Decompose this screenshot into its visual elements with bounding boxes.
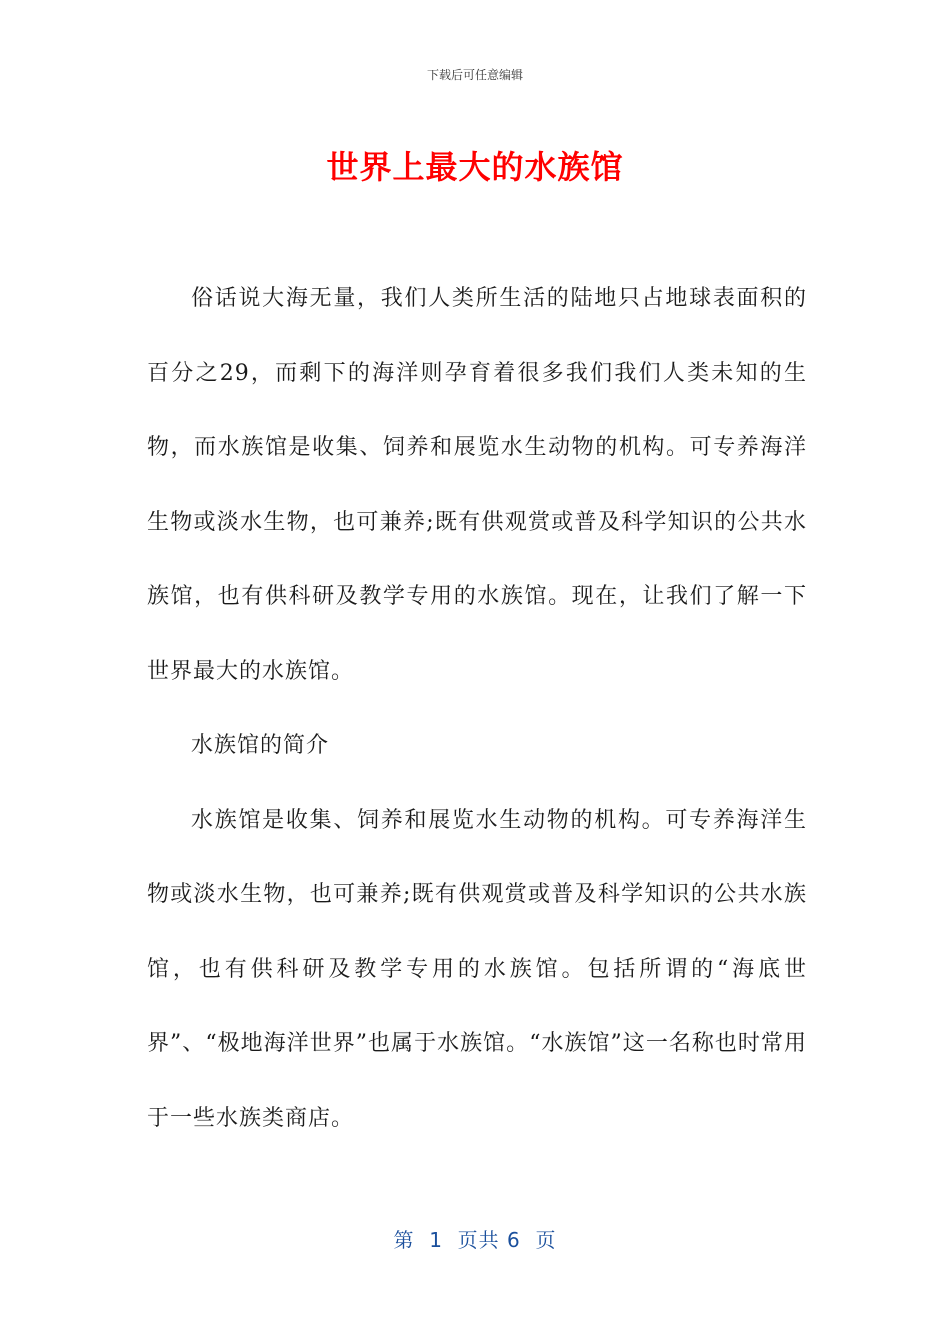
download-note: 下载后可任意编辑 bbox=[426, 68, 523, 82]
section-heading: 水族馆的简介 bbox=[191, 733, 330, 758]
document-body bbox=[147, 262, 807, 1156]
intro-detail-paragraph: 水族馆是收集、饲养和展览水生动物的机构。可专养海洋生物或淡水生物，也可兼养;既有供观赏或普及科学知识的公共水族馆，也有供科研及教学专用的水族馆。包括所谓的“海底世界”、“极地海洋世界”也属于水族馆。“水族馆”这一名称也时常用于一些水族类商店。 bbox=[147, 807, 807, 1131]
page-number: 第 1 页共 6 页 bbox=[393, 1228, 557, 1252]
intro-paragraph: 俗话说大海无量，我们人类所生活的陆地只占地球表面积的百分之29，而剩下的海洋则孕育着很多我们我们人类未知的生物，而水族馆是收集、饲养和展览水生动物的机构。可专养海洋生物或淡水生物，也可兼养;既有供观赏或普及科学知识的公共水族馆，也有供科研及教学专用的水族馆。现在，让我们了解一下世界最大的水族馆。 bbox=[147, 286, 807, 684]
document-title: 世界上最大的水族馆 bbox=[326, 148, 624, 186]
